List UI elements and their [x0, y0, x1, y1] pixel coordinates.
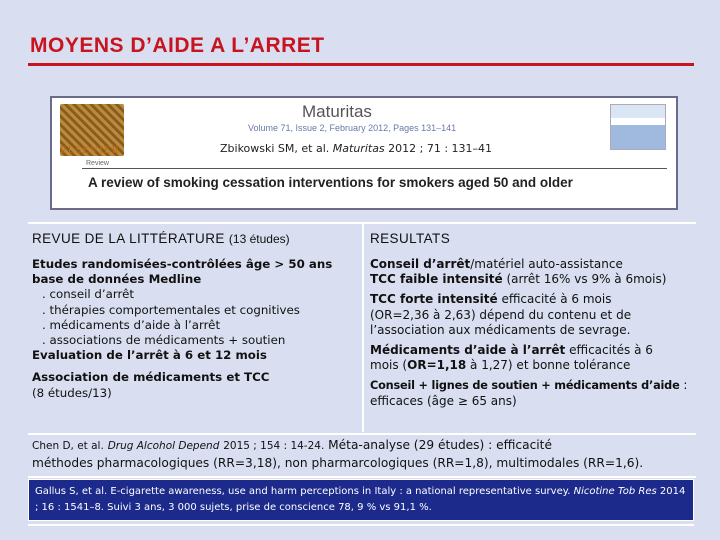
result-medicaments-line2b: à 1,27) et bonne tolérance [466, 358, 631, 373]
results-column [370, 222, 688, 414]
section-label: Review [86, 160, 109, 167]
journal-header-image [50, 96, 678, 210]
literature-heading-note: (13 études) [228, 232, 290, 246]
result-tcc-faible-text: (arrêt 16% vs 9% à 6mois) [502, 272, 667, 287]
list-item: . thérapies comportementales et cognitives [42, 302, 300, 317]
result-medicaments-text: efficacités à 6 [565, 343, 653, 358]
gallus-summary: 2014 ; 16 : 1541–8. Suivi 3 ans, 3 000 sujets, prise de conscience 78, 9 % vs 91,1 %. [35, 486, 686, 513]
result-combined [370, 378, 688, 408]
list-item: . médicaments d’aide à l’arrêt [42, 317, 221, 332]
chen-journal: Drug Alcohol Depend [107, 440, 220, 452]
studies-line-2: base de données Medline [32, 272, 202, 287]
chen-citation [32, 437, 692, 472]
journal-volume: Volume 71, Issue 2, February 2012, Pages 131–141 [248, 123, 457, 133]
association-line: Association de médicaments et TCC [32, 370, 270, 385]
journal-divider [82, 168, 667, 169]
journal-cover-thumbnail [610, 104, 666, 150]
list-item: . conseil d’arrêt [42, 287, 134, 302]
result-conseil-text: /matériel auto-assistance [470, 257, 623, 271]
chen-summary: Méta-analyse (29 études) : efficacité [324, 438, 552, 452]
result-medicaments [370, 343, 688, 373]
evaluation-line: Evaluation de l’arrêt à 6 et 12 mois [32, 348, 267, 363]
citation-ref: 2012 ; 71 : 131–41 [388, 142, 493, 155]
gallus-top-rule [28, 476, 696, 478]
results-body [370, 257, 688, 409]
result-tcc-faible-bold: TCC faible intensité [370, 272, 503, 287]
result-conseil [370, 257, 688, 287]
gallus-citation-box [28, 479, 694, 521]
publisher-name: ELSEVIER [60, 144, 120, 156]
literature-heading [32, 231, 360, 246]
result-medicaments-or: OR=1,18 [407, 358, 467, 373]
result-medicaments-line2a: mois ( [370, 358, 408, 373]
result-combined-bold: Conseil + lignes de soutien + médicaments d’aide [370, 379, 680, 393]
article-title: A review of smoking cessation interventions for smokers aged 50 and older [88, 175, 573, 190]
chen-ref: 2015 ; 154 : 14-24. [223, 440, 325, 452]
chen-authors: Chen D, et al. [32, 440, 104, 452]
result-tcc-forte-line3: l’association aux médicaments de sevrage. [370, 322, 631, 337]
title-underline [28, 63, 694, 66]
column-divider [362, 222, 364, 432]
association-note: (8 études/13) [32, 385, 112, 400]
gallus-title: Gallus S, et al. E-cigarette awareness, use and harm perceptions in Italy : a national representative survey. [35, 486, 571, 497]
literature-body [32, 257, 360, 401]
literature-review-column [32, 222, 360, 401]
journal-name: Maturitas [302, 102, 372, 121]
result-tcc-forte [370, 292, 688, 338]
citation-authors: Zbikowski SM, et al. [220, 142, 330, 155]
literature-heading-text: REVUE DE LA LITTÉRATURE [32, 231, 225, 246]
chen-top-rule [28, 433, 696, 435]
list-item: . associations de médicaments + soutien [42, 333, 286, 348]
result-tcc-forte-text: efficacité à 6 mois [497, 292, 612, 307]
result-medicaments-bold: Médicaments d’aide à l’arrêt [370, 343, 566, 358]
result-tcc-forte-bold: TCC forte intensité [370, 292, 498, 307]
chen-results: méthodes pharmacologiques (RR=3,18), non pharmarcologiques (RR=1,8), multimodales (RR=1,6). [32, 456, 644, 470]
citation-zbikowski [220, 142, 492, 155]
result-tcc-forte-line2: (OR=2,36 à 2,63) dépend du contenu et de [370, 307, 632, 322]
results-heading: RESULTATS [370, 231, 451, 246]
citation-journal: Maturitas [332, 142, 385, 155]
bottom-rule [28, 524, 694, 526]
result-conseil-bold: Conseil d’arrêt [370, 257, 471, 271]
gallus-journal: Nicotine Tob Res [573, 486, 657, 497]
studies-line-1: Etudes randomisées-contrôlées âge > 50 ans [32, 257, 333, 271]
page-title: MOYENS D’AIDE A L’ARRET [30, 34, 325, 57]
result-combined-line2: efficaces (âge ≥ 65 ans) [370, 393, 517, 408]
result-combined-text: : [679, 378, 688, 393]
